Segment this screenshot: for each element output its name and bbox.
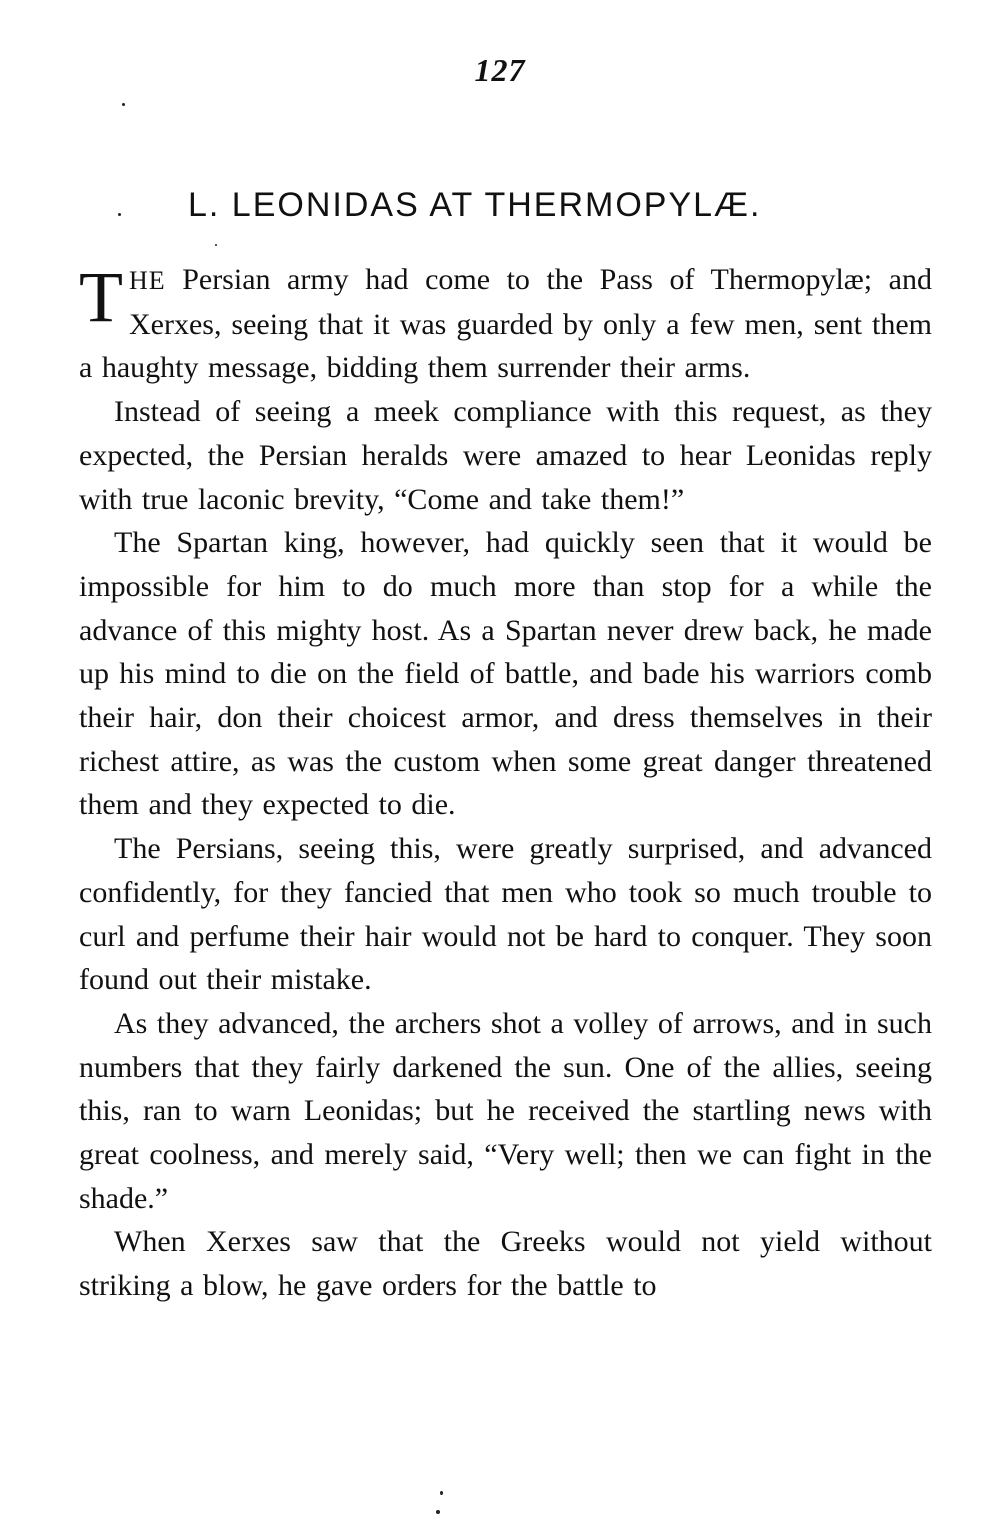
page-number: 127 bbox=[474, 52, 526, 88]
paragraph-3: The Spartan king, however, had quickly seen that it would be impossible for him to do much more than stop for a while the advance of this mighty host. As a Spartan never drew back, he made up his mind to die on the field of battle, and bade his warriors comb their hair, don their choicest armor, and dress themselves in their richest attire, as was the custom when some great danger threatened them and they expected to die. bbox=[79, 526, 932, 822]
print-speck bbox=[122, 103, 125, 106]
paragraph-6: When Xerxes saw that the Greeks would not yield without striking a blow, he gave orders for the battle to bbox=[79, 1225, 932, 1303]
print-speck bbox=[440, 1491, 443, 1495]
paragraph-4: The Persians, seeing this, were greatly surprised, and advanced confidently, for they fancied that men who took so much trouble to curl and perfume their hair would not be hard to conquer. They soon found out their mistake. bbox=[79, 832, 932, 997]
drop-cap: T bbox=[79, 257, 123, 337]
small-caps-opening: HE bbox=[128, 266, 166, 295]
body-text bbox=[79, 258, 932, 1308]
print-speck bbox=[436, 1510, 440, 1514]
print-speck bbox=[215, 244, 217, 246]
print-speck bbox=[118, 213, 121, 216]
paragraph-1-text: Persian army had come to the Pass of Thermopylæ; and Xerxes, seeing that it was guarded by only a few men, sent them a haughty message, bidding them surrender their arms. bbox=[79, 263, 932, 385]
paragraph-1 bbox=[79, 258, 932, 390]
paragraph-2: Instead of seeing a meek compliance with this request, as they expected, the Persian heralds were amazed to hear Leonidas reply with true laconic brevity, “Come and take them!” bbox=[79, 395, 932, 516]
paragraph-5: As they advanced, the archers shot a volley of arrows, and in such numbers that they fairly darkened the sun. One of the allies, seeing this, ran to warn Leonidas; but he received the startling news with great coolness, and merely said, “Very well; then we can fight in the shade.” bbox=[79, 1006, 932, 1215]
chapter-heading: L. LEONIDAS AT THERMOPYLÆ. bbox=[188, 186, 762, 224]
